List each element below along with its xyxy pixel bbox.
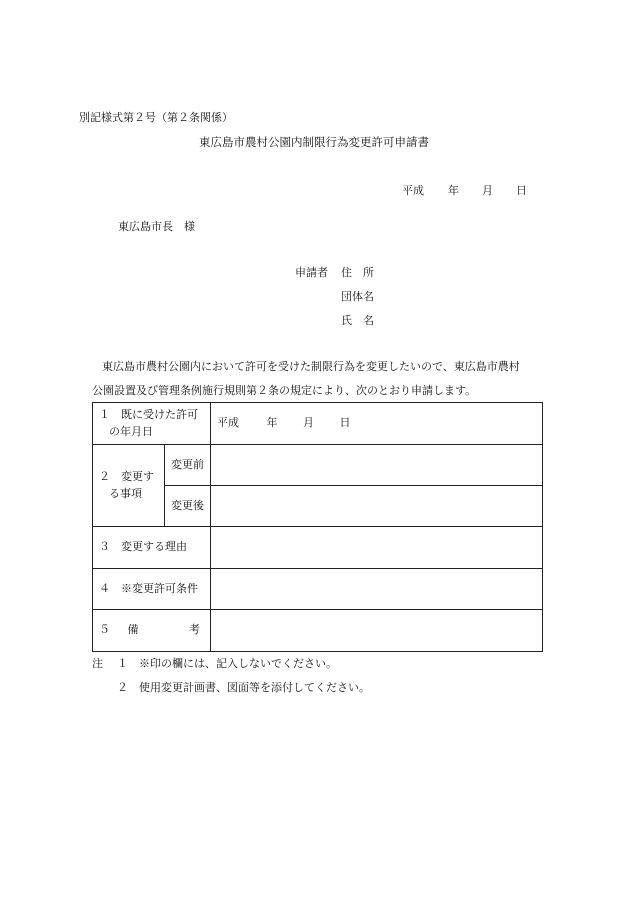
note-1-text: ※印の欄には、記入しないでください。 (139, 657, 337, 670)
row5-label-a: 備 (127, 623, 139, 637)
row4-label: ４ ※変更許可条件 (93, 569, 211, 610)
body-text-line-2: 公園設置及び管理条例施行規則第２条の規定により、次のとおり申請します。 (92, 384, 477, 397)
application-table (92, 402, 543, 652)
row2-before-label: 変更前 (165, 445, 211, 486)
row1-label-line1: １ 既に受けた許可 (99, 408, 198, 421)
row5-value-cell[interactable] (211, 610, 543, 652)
note-2-text: 使用変更計画書、図面等を添付してください。 (139, 681, 370, 694)
row2-before-value-cell[interactable] (211, 445, 543, 486)
note-2-number: ２ (117, 681, 128, 694)
row4-value-cell[interactable] (211, 569, 543, 610)
row5-label-b: 考 (189, 623, 200, 637)
table-row (93, 610, 543, 652)
row2-after-label: 変更後 (165, 486, 211, 527)
row1-value-cell[interactable] (211, 403, 543, 445)
row1-label-cell (93, 403, 211, 445)
applicant-address-label: 住 所 (341, 266, 374, 279)
row1-era: 平成 (217, 416, 239, 430)
row2-label-cell (93, 445, 165, 527)
row3-label: ３ 変更する理由 (93, 527, 211, 569)
body-text-line-1: 東広島市農村公園内において許可を受けた制限行為を変更したいので、東広島市農村 (102, 360, 520, 373)
row1-year: 年 (266, 416, 278, 430)
form-number: 別記様式第２号（第２条関係） (79, 111, 233, 124)
row5-number: ５ (99, 623, 110, 637)
row5-label-cell (93, 610, 211, 652)
row2-label-line2: る事項 (109, 486, 142, 500)
row1-month: 月 (303, 416, 314, 430)
notes-prefix: 注 (92, 657, 103, 670)
document-title: 東広島市農村公園内制限行為変更許可申請書 (199, 135, 429, 149)
row2-after-value-cell[interactable] (211, 486, 543, 527)
row3-value-cell[interactable] (211, 527, 543, 569)
table-row (93, 445, 543, 486)
table-row (93, 569, 543, 610)
date-era: 平成 (402, 184, 424, 197)
date-day: 日 (516, 184, 527, 197)
applicant-organization-label: 団体名 (341, 290, 374, 303)
addressee: 東広島市長 様 (118, 220, 195, 233)
row2-label-line1: ２ 変更す (99, 470, 154, 483)
date-year: 年 (448, 184, 459, 197)
note-1-number: １ (117, 657, 128, 670)
applicant-name-label: 氏 名 (341, 314, 374, 327)
row1-label-line2: の年月日 (109, 424, 153, 438)
applicant-label: 申請者 (295, 266, 328, 279)
table-row (93, 527, 543, 569)
date-month: 月 (482, 184, 493, 197)
table-row (93, 403, 543, 445)
row1-day: 日 (339, 416, 351, 430)
